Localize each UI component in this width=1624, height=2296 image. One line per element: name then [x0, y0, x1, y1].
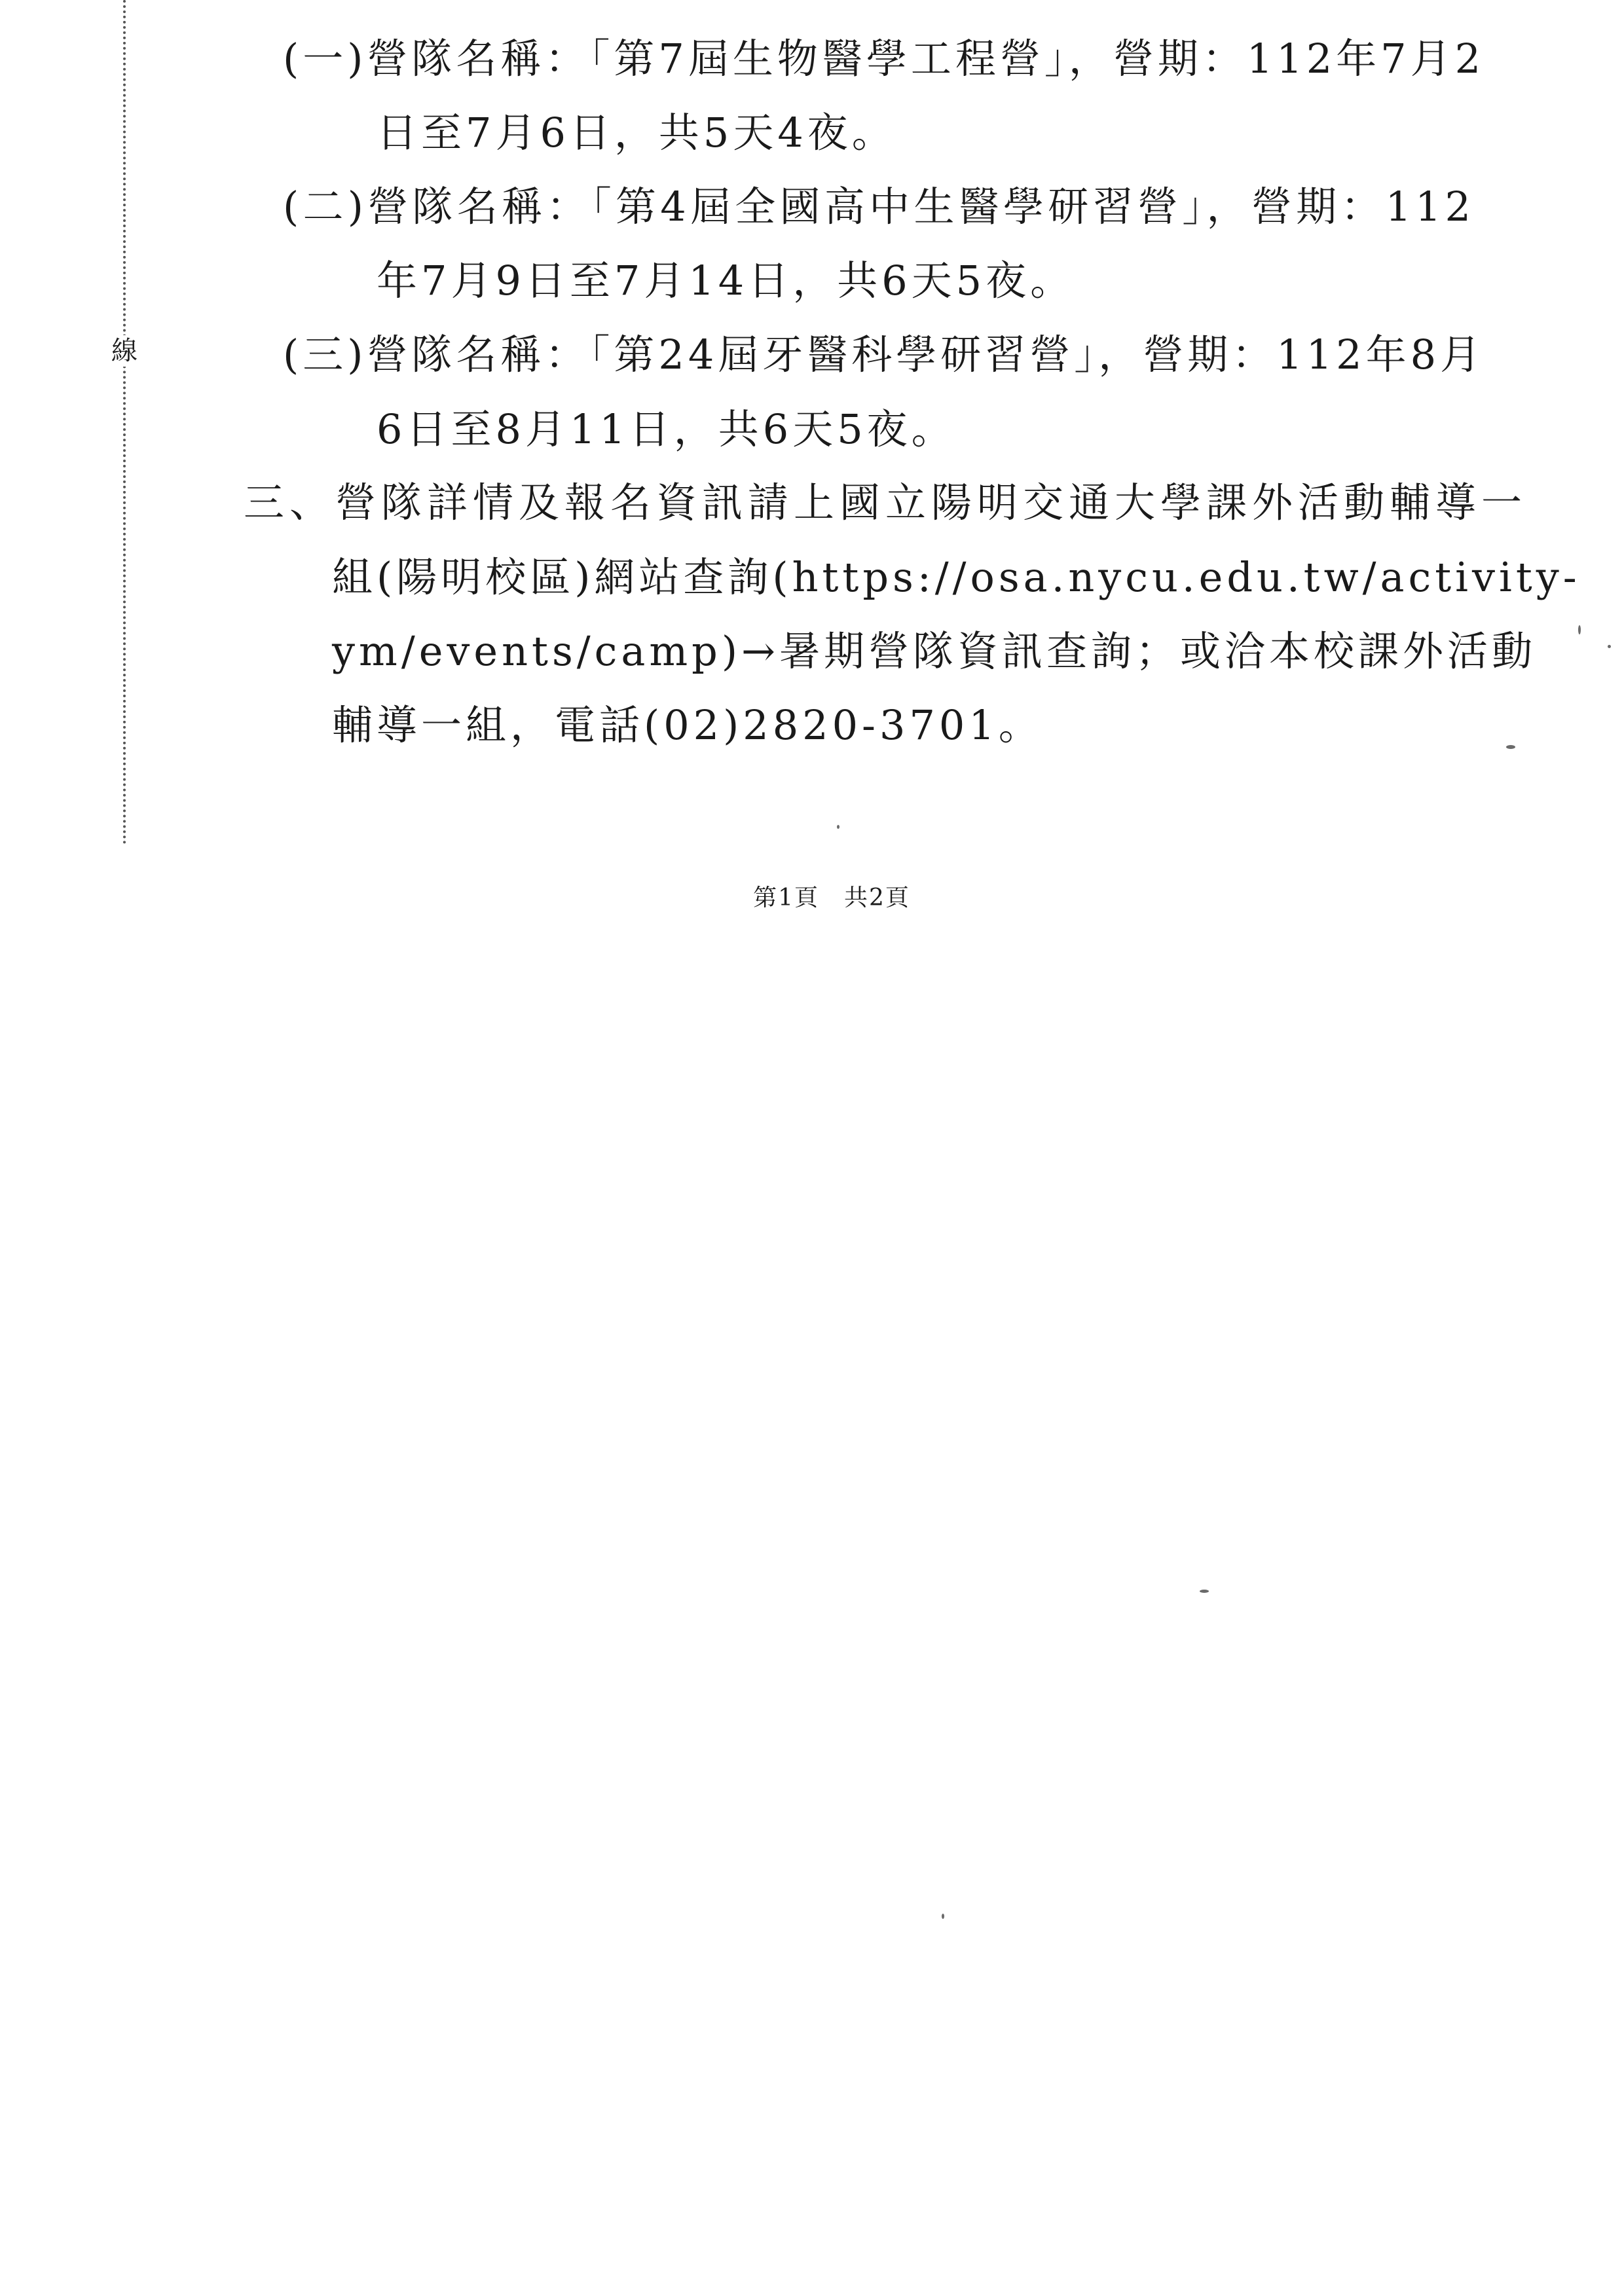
section-3-line-2: 組(陽明校區)網站查詢(https://osa.nycu.edu.tw/activity- [332, 553, 1581, 601]
scan-speck [1200, 1590, 1209, 1593]
item-1-line-1: (一)營隊名稱：「第7屆生物醫學工程營」，營期：112年7月2 [283, 35, 1485, 82]
scan-speck [942, 1914, 944, 1919]
binding-dotted-line [123, 0, 126, 845]
section-3-line-1: 三、營隊詳情及報名資訊請上國立陽明交通大學課外活動輔導一 [244, 479, 1528, 526]
item-3-line-2: 6日至8月11日，共6天5夜。 [377, 405, 956, 453]
item-2-line-1: (二)營隊名稱：「第4屆全國高中生醫學研習營」，營期：112 [283, 183, 1475, 230]
section-3-line-3: ym/events/camp)→暑期營隊資訊查詢；或洽本校課外活動 [332, 627, 1536, 675]
scan-speck [1578, 625, 1581, 634]
binding-line-label: 線 [109, 335, 140, 367]
item-3-line-1: (三)營隊名稱：「第24屆牙醫科學研習營」，營期：112年8月 [283, 331, 1485, 378]
scan-speck [837, 825, 840, 829]
section-3-line-4: 輔導一組，電話(02)2820-3701。 [332, 701, 1043, 749]
scan-speck [1506, 745, 1515, 749]
scan-speck [1608, 645, 1611, 648]
page-number: 第1頁 共2頁 [753, 884, 910, 911]
item-2-line-2: 年7月9日至7月14日，共6天5夜。 [377, 257, 1075, 304]
item-1-line-2: 日至7月6日，共5天4夜。 [377, 109, 896, 156]
